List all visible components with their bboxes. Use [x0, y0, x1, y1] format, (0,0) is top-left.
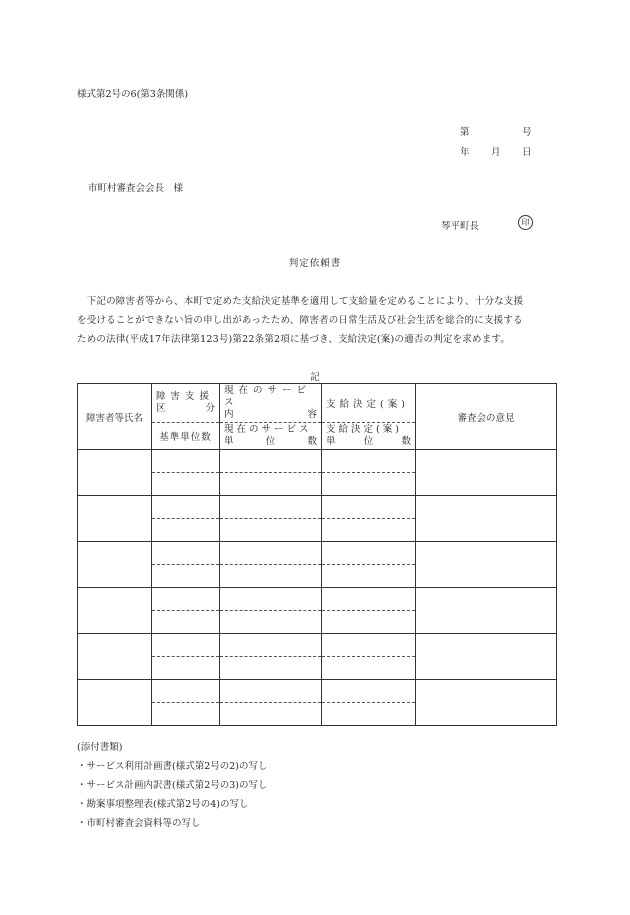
row-divider [152, 472, 219, 473]
row-divider [322, 702, 415, 703]
ki-heading: 記 [310, 372, 320, 383]
row-divider [322, 656, 415, 657]
seal-stamp: 印 [518, 215, 533, 230]
table-row [78, 450, 557, 496]
decision-cell[interactable] [322, 450, 416, 496]
header-current-line2 [220, 409, 321, 421]
opinion-cell[interactable] [416, 680, 557, 726]
header-support-line1: 障害支援 [156, 391, 215, 402]
row-divider [220, 702, 321, 703]
form-number: 様式第2号の6(第3条関係) [77, 89, 189, 100]
du-l2c: 数 [401, 436, 411, 447]
attachments-title: (添付書類) [77, 742, 123, 753]
addressee: 市町村審査会会長 様 [88, 183, 184, 194]
current-service-cell[interactable] [220, 588, 322, 634]
row-divider [152, 702, 219, 703]
header-decision-units [322, 423, 416, 450]
opinion-cell[interactable] [416, 450, 557, 496]
support-cell[interactable] [152, 680, 220, 726]
table-row [78, 588, 557, 634]
header-support-l2b: 分 [205, 403, 215, 414]
decision-cell[interactable] [322, 542, 416, 588]
table-row [78, 634, 557, 680]
current-service-cell[interactable] [220, 496, 322, 542]
name-cell[interactable] [78, 634, 152, 680]
row-divider [220, 518, 321, 519]
body-line: ための法律(平成17年法律第123号)第22条第2項に基づき、支給決定(案)の適否の判定を求めます。 [77, 334, 511, 345]
header-current-service [220, 384, 322, 423]
name-cell[interactable] [78, 450, 152, 496]
body-line: を受けることができない旨の申し出があったため、障害者の日常生活及び社会生活を総合的に支援する [77, 315, 523, 326]
row-divider [220, 610, 321, 611]
date-year: 年 [460, 147, 470, 158]
decision-cell[interactable] [322, 634, 416, 680]
attachment-item: ・勘案事項整理表(様式第2号の4)の写し [77, 799, 249, 810]
table-row [78, 542, 557, 588]
opinion-cell[interactable] [416, 588, 557, 634]
header-decision [322, 384, 416, 423]
header-decision-units-line2 [322, 436, 415, 448]
cu-l2b: 位 [265, 436, 276, 447]
current-service-cell[interactable] [220, 634, 322, 680]
name-cell[interactable] [78, 542, 152, 588]
table-row [78, 496, 557, 542]
number-prefix: 第 [460, 127, 470, 138]
table-body [78, 450, 557, 726]
body-paragraph [77, 292, 555, 349]
name-cell[interactable] [78, 496, 152, 542]
row-divider [220, 656, 321, 657]
decision-cell[interactable] [322, 680, 416, 726]
cu-l2a: 単 [224, 436, 234, 447]
row-divider [322, 472, 415, 473]
row-divider [152, 564, 219, 565]
table-row [78, 680, 557, 726]
header-base-units: 基準単位数 [152, 423, 220, 450]
current-service-cell[interactable] [220, 542, 322, 588]
header-decision-label: 支給決定(案) [326, 399, 409, 410]
du-l2b: 位 [363, 436, 374, 447]
row-divider [322, 610, 415, 611]
header-support-l2a: 区 [156, 403, 166, 414]
sender: 琴平町長 [441, 221, 480, 232]
header-name: 障害者等氏名 [78, 384, 152, 450]
header-row [78, 384, 557, 423]
row-divider [322, 564, 415, 565]
opinion-cell[interactable] [416, 634, 557, 680]
judgment-table [77, 383, 557, 726]
header-support-category [152, 384, 220, 423]
header-current-units-line2 [220, 436, 321, 448]
header-current-units [220, 423, 322, 450]
date-month: 月 [491, 147, 501, 158]
header-current-line1: 現在のサービス [224, 385, 312, 408]
row-divider [322, 518, 415, 519]
attachment-item: ・サービス計画内訳書(様式第2号の3)の写し [77, 780, 268, 791]
row-divider [152, 518, 219, 519]
date-day: 日 [522, 147, 532, 158]
decision-cell[interactable] [322, 496, 416, 542]
row-divider [152, 610, 219, 611]
support-cell[interactable] [152, 496, 220, 542]
row-divider [220, 564, 321, 565]
support-cell[interactable] [152, 542, 220, 588]
number-suffix: 号 [522, 127, 532, 138]
current-service-cell[interactable] [220, 680, 322, 726]
header-current-l2b: 容 [307, 409, 317, 420]
current-service-cell[interactable] [220, 450, 322, 496]
attachment-item: ・サービス利用計画書(様式第2号の2)の写し [77, 761, 268, 772]
du-l2a: 単 [326, 436, 336, 447]
support-cell[interactable] [152, 634, 220, 680]
attachment-item: ・市町村審査会資料等の写し [77, 818, 201, 829]
name-cell[interactable] [78, 588, 152, 634]
header-current-l2a: 内 [224, 409, 234, 420]
body-line: 下記の障害者等から、本町で定めた支給決定基準を適用して支給量を定めることにより、十分な支援 [77, 296, 524, 307]
opinion-cell[interactable] [416, 496, 557, 542]
cu-l2c: 数 [307, 436, 317, 447]
header-decision-units-line1: 支給決定(案) [326, 424, 402, 435]
document-title: 判定依頼書 [288, 258, 342, 269]
header-support-line2 [152, 403, 219, 415]
support-cell[interactable] [152, 450, 220, 496]
row-divider [220, 472, 321, 473]
opinion-cell[interactable] [416, 542, 557, 588]
header-opinion: 審査会の意見 [416, 384, 557, 450]
row-divider [152, 656, 219, 657]
decision-cell[interactable] [322, 588, 416, 634]
header-current-units-line1: 現在のサービス [224, 424, 312, 435]
name-cell[interactable] [78, 680, 152, 726]
support-cell[interactable] [152, 588, 220, 634]
